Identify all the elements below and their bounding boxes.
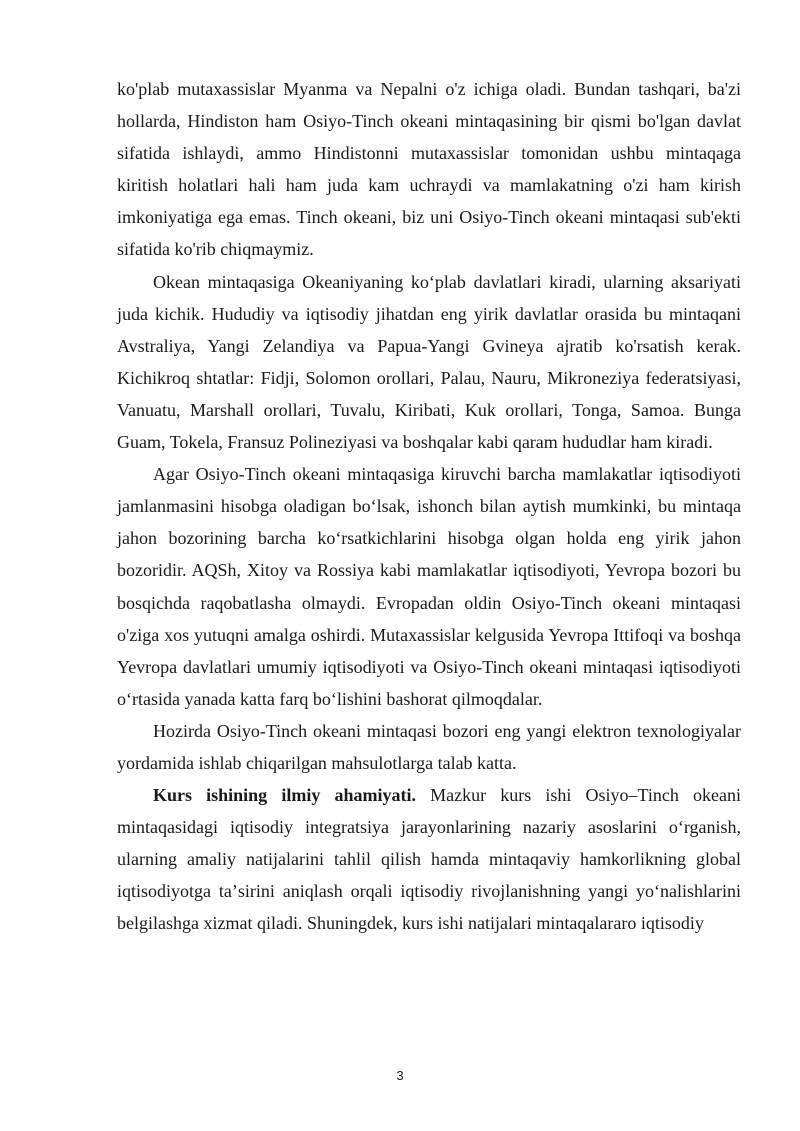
- paragraph-4: [117, 715, 741, 779]
- paragraph-text: Hozirda Osiyo-Tinch okeani mintaqasi bozori eng yangi elektron texnologiyalar yordamida ishlab chiqarilgan mahsulotlarga talab katta.: [117, 720, 741, 773]
- paragraph-2: [117, 266, 741, 459]
- paragraph-3: [117, 458, 741, 715]
- paragraph-text: Mazkur kurs ishi Osiyo–Tinch okeani mintaqasidagi iqtisodiy integratsiya jarayonlarining nazariy asoslarini oʻrganish, ularning amaliy natijalarini tahlil qilish hamda mintaqaviy hamkorlikning global iqtisodiyotga taʼsirini aniqlash orqali iqtisodiy rivojlanishning yangi yoʻnalishlarini belgilashga xizmat qiladi. Shuningdek, kurs ishi natijalari mintaqalararo iqtisodiy: [117, 785, 741, 934]
- paragraph-text: ko'plab mutaxassislar Myanma va Nepalni o'z ichiga oladi. Bundan tashqari, ba'zi hollarda, Hindiston ham Osiyo-Tinch okeani mintaqasining bir qismi bo'lgan davlat sifatida ishlaydi, ammo Hindistonni mutaxassislar tomonidan ushbu mintaqaga kiritish holatlari hali ham juda kam uchraydi va mamlakatning o'zi ham kirish imkoniyatiga ega emas. Tinch okeani, biz uni Osiyo-Tinch okeani mintaqasi sub'ekti sifatida ko'rib chiqmaymiz.: [117, 79, 741, 260]
- document-page: [117, 73, 741, 940]
- paragraph-5: [117, 779, 741, 939]
- page-number: 3: [396, 1068, 404, 1083]
- paragraph-text: Okean mintaqasiga Okeaniyaning koʻplab davlatlari kiradi, ularning aksariyati juda kichik. Hududiy va iqtisodiy jihatdan eng yirik davlatlar orasida bu mintaqani Avstraliya, Yangi Zelandiya va Papua-Yangi Gvineya ajratib ko'rsatish kerak. Kichikroq shtatlar: Fidji, Solomon orollari, Palau, Nauru, Mikroneziya federatsiyasi, Vanuatu, Marshall orollari, Tuvalu, Kiribati, Kuk orollari, Tonga, Samoa. Bunga Guam, Tokela, Fransuz Polineziyasi va boshqalar kabi qaram hududlar ham kiradi.: [117, 271, 741, 453]
- paragraph-1: [117, 73, 741, 266]
- paragraph-bold-heading: Kurs ishining ilmiy ahamiyati.: [153, 785, 416, 806]
- paragraph-text: Agar Osiyo-Tinch okeani mintaqasiga kiruvchi barcha mamlakatlar iqtisodiyoti jamlanmasini hisobga oladigan boʻlsak, ishonch bilan aytish mumkinki, bu mintaqa jahon bozorining barcha koʻrsatkichlarini hisobga olgan holda eng yirik jahon bozoridir. AQSh, Xitoy va Rossiya kabi mamlakatlar iqtisodiyoti, Yevropa bozori bu bosqichda raqobatlasha olmaydi. Evropadan oldin Osiyo-Tinch okeani mintaqasi o'ziga xos yutuqni amalga oshirdi. Mutaxassislar kelgusida Yevropa Ittifoqi va boshqa Yevropa davlatlari umumiy iqtisodiyoti va Osiyo-Tinch okeani mintaqasi iqtisodiyoti oʻrtasida yanada katta farq boʻlishini bashorat qilmoqdalar.: [117, 464, 741, 709]
